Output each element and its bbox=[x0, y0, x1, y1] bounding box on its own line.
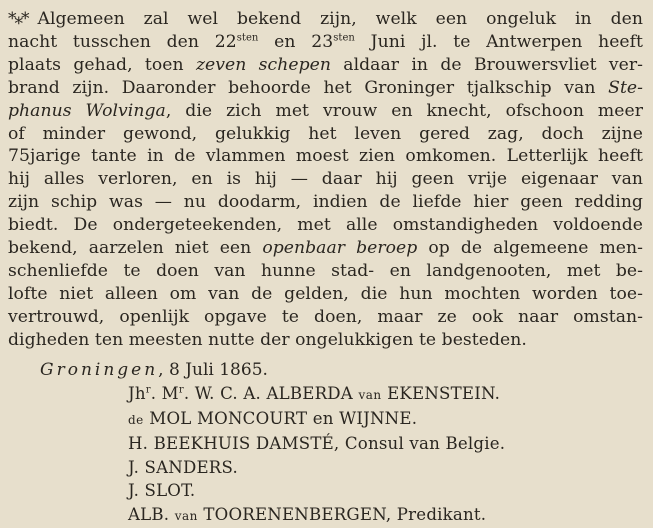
notice-line-5: phanus Wolvinga, die zich met vrouw en knecht, ofschoon meer bbox=[8, 100, 643, 121]
notice-line-1: *** Algemeen zal wel bekend zijn, welk een ongeluk in den bbox=[8, 9, 643, 34]
notice-line-3: plaats gehad, toen zeven schepen aldaar in de Brouwersvliet ver- bbox=[8, 54, 643, 75]
signer-2: de MOL MONCOURT en WIJNNE. bbox=[128, 409, 418, 428]
notice-line-4: brand zijn. Daaronder behoorde het Groninger tjalkschip van Ste- bbox=[8, 77, 643, 98]
notice-line-13: lofte niet alleen om van de gelden, die hun mochten worden toe- bbox=[8, 283, 643, 304]
place-date bbox=[8, 358, 643, 382]
place-name: Groningen bbox=[40, 359, 159, 380]
notice-line-15: digheden ten meesten nutte der ongelukkigen te besteden. bbox=[8, 329, 527, 350]
signer-4: J. SANDERS. bbox=[128, 457, 238, 477]
signer-5: J. SLOT. bbox=[128, 481, 196, 501]
notice-line-11: bekend, aarzelen niet een openbaar beroep op de algemeene men- bbox=[8, 238, 644, 259]
notice-line-7: 75jarige tante in de vlammen moest zien omkomen. Letterlijk heeft bbox=[8, 146, 643, 167]
notice-line-10: biedt. De ondergeteekenden, met alle omstandigheden voldoende bbox=[8, 215, 643, 236]
signatories bbox=[8, 382, 643, 528]
notice-line-2: nacht tusschen den $22^{sten}$ en $23^{sten}$ Juni jl. te Antwerpen heeft bbox=[8, 31, 644, 52]
notice-line-12: schenliefde te doen van hunne stad- en landgenooten, met be- bbox=[8, 260, 643, 281]
notice-line-14: vertrouwd, openlijk opgave te doen, maar ze ook naar omstan- bbox=[8, 306, 643, 327]
signer-6: ALB. van TOORENENBERGEN, Predikant. bbox=[128, 504, 487, 524]
date-text: , 8 Juli 1865. bbox=[158, 359, 268, 380]
notice-line-6: of minder gewond, gelukkig het leven gered zag, doch zijne bbox=[8, 123, 643, 144]
notice-line-9: zijn schip was — nu doodarm, indien de liefde hier geen redding bbox=[8, 192, 643, 213]
notice-body bbox=[8, 8, 643, 352]
asterism-icon: *** bbox=[8, 9, 28, 34]
signer-3: H. BEEKHUIS DAMSTÉ, Consul van Belgie. bbox=[128, 434, 506, 454]
notice-line-8: hij alles verloren, en is hij — daar hij geen vrije eigenaar van bbox=[8, 169, 643, 190]
signer-1: Jh$^r$. $M^r$. W. C. A. ALBERDA van EKENSTEIN. bbox=[128, 383, 501, 403]
